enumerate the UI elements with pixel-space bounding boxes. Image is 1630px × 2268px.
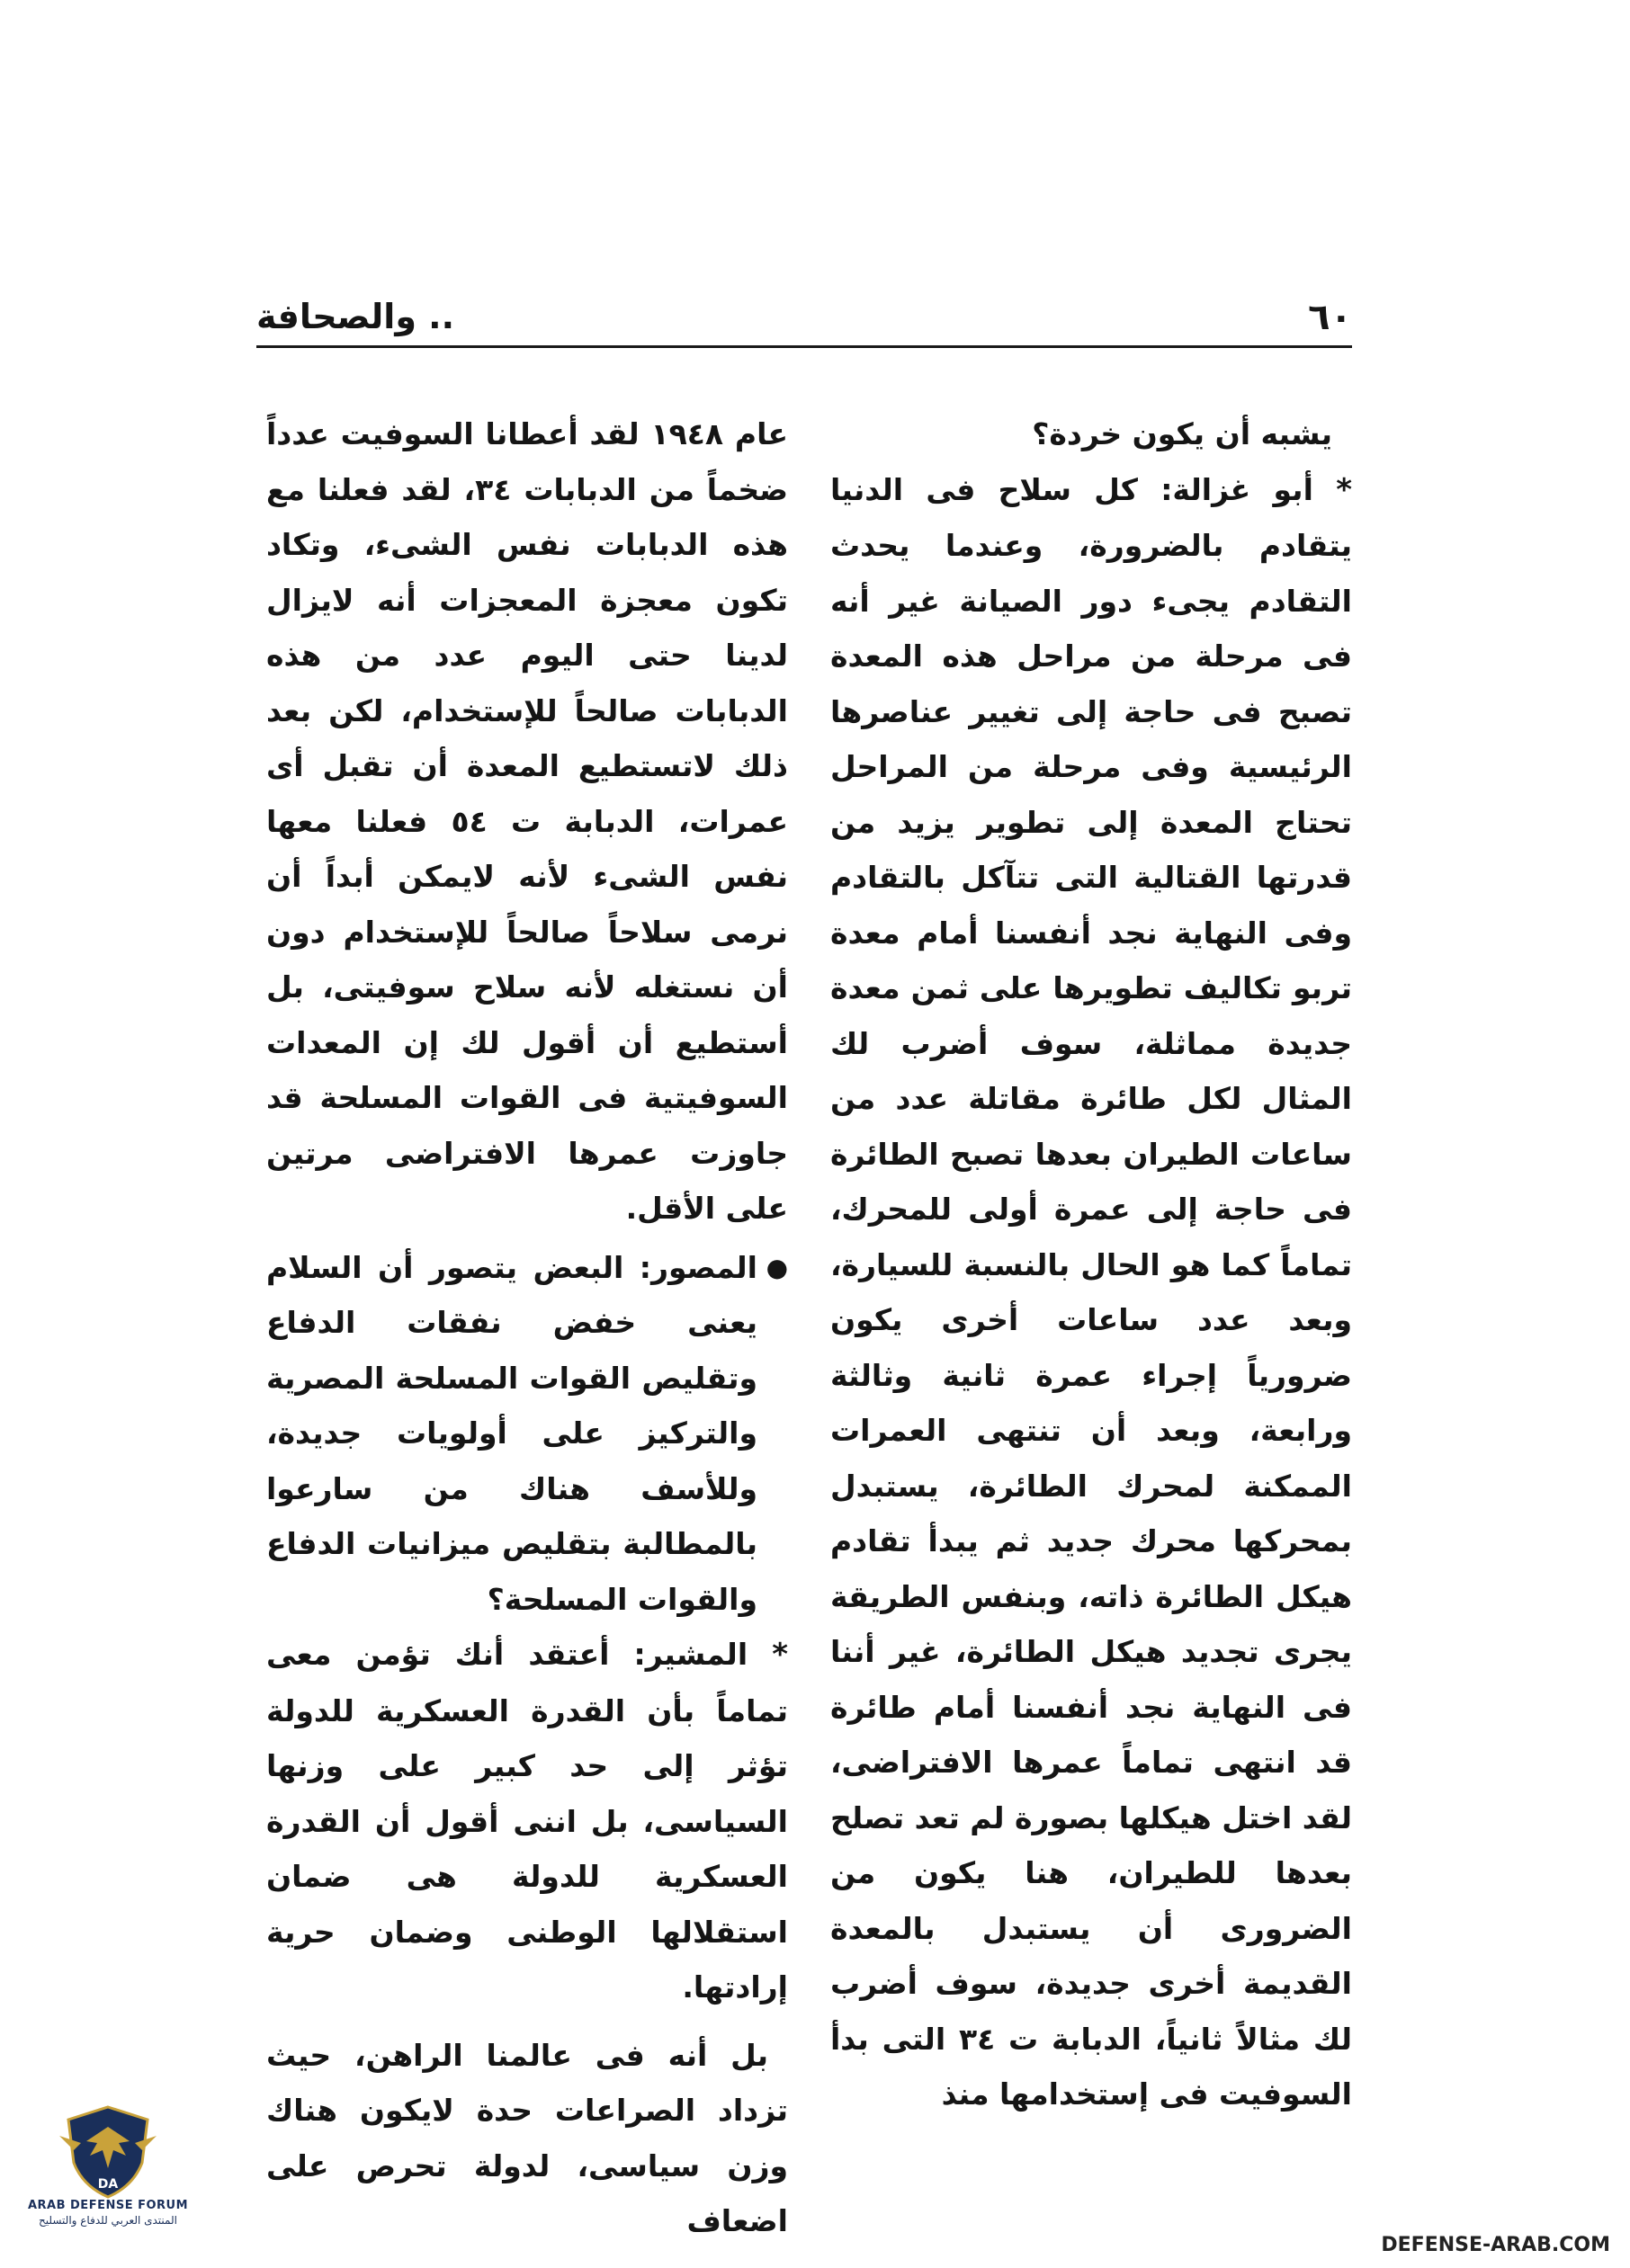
paragraph-text: أبو غزالة: كل سلاح فى الدنيا يتقادم بالضرورة، وعندما يحدث التقادم يجىء دور الصيانة غير أنه فى مرحلة من مراحل هذه المعدة تصبح فى حاجة إلى تغيير عناصرها الرئيسية وفى مرحلة من المراحل تحتاج المعدة إلى تطوير يزيد من قدرتها القتالية التى تتآكل بالتقادم وفى النهاية نجد أنفسنا أمام معدة تربو تكاليف تطويرها على ثمن معدة جديدة مماثلة، سوف أضرب لك المثال لكل طائرة مقاتلة عدد من ساعات الطيران بعدها تصبح الطائرة فى حاجة إلى عمرة أولى للمحرك، تماماً كما هو الحال بالنسبة للسيارة، وبعد عدد ساعات أخرى يكون ضرورياً إجراء عمرة ثانية وثالثة ورابعة، وبعد أن تنتهى العمرات الممكنة لمحرك الطائرة، يستبدل بمحركها محرك جديد ثم يبدأ تقادم هيكل الطائرة ذاته، وبنفس الطريقة يجرى تجديد هيكل الطائرة، غير أننا فى النهاية نجد أنفسنا أمام طائرة قد انتهى تماماً عمرها الافتراضى، لقد اختل هيكلها بصورة لم تعد تصلح بعدها للطيران، هنا يكون من الضرورى أن يستبدل بالمعدة القديمة أخرى جديدة، سوف أضرب لك مثالاً ثانياً، الدبابة ت ٣٤ التى بدأ السوفيت فى إستخدامها منذ: [830, 471, 1352, 2112]
paragraph: [830, 462, 1352, 2122]
right-column: [830, 406, 1352, 2122]
page-number: ٦٠: [1308, 297, 1352, 338]
star-marker: *: [772, 1637, 788, 1673]
shield-eagle-icon: [54, 2100, 162, 2201]
forum-logo: [27, 2100, 189, 2262]
page-header: [256, 286, 1352, 349]
bullet-marker: ●: [766, 1252, 788, 1282]
paragraph-text: المصور: البعض يتصور أن السلام يعنى خفض نفقات الدفاع وتقليص القوات المسلحة المصرية والتركيز على أولويات جديدة، وللأسف هناك من سارعوا بالمطالبة بتقليص ميزانيات الدفاع والقوات المسلحة؟: [266, 1249, 757, 1617]
paragraph-text: المشير: أعتقد أنك تؤمن معى تماماً بأن القدرة العسكرية للدولة تؤثر إلى حد كبير على وزنها السياسى، بل اننى أقول أن القدرة العسكرية للدولة هى ضمان استقلالها الوطنى وضمان حرية إرادتها.: [266, 1637, 788, 2005]
paragraph: [266, 1627, 788, 2015]
logo-subtitle: المنتدى العربي للدفاع والتسليح: [39, 2214, 177, 2227]
header-rule: [256, 345, 1352, 348]
logo-name: ARAB DEFENSE FORUM: [27, 2199, 189, 2212]
bullet-paragraph: [266, 1240, 788, 1628]
svg-text:DA: DA: [97, 2177, 119, 2192]
paragraph: يشبه أن يكون خردة؟: [1032, 416, 1332, 451]
running-title: .. والصحافة: [256, 297, 455, 336]
star-marker: *: [1336, 471, 1352, 508]
left-column: [266, 406, 788, 2249]
paragraph: عام ١٩٤٨ لقد أعطانا السوفيت عدداً ضخماً من الدبابات ٣٤، لقد فعلنا مع هذه الدبابات نفس الشىء، وتكاد تكون معجزة المعجزات أنه لايزال لدينا حتى اليوم عدد من هذه الدبابات صالحاً للإستخدام، لكن بعد ذلك لاتستطيع المعدة أن تقبل أى عمرات، الدبابة ت ٥٤ فعلنا معها نفس الشىء لأنه لايمكن أبداً أن نرمى سلاحاً صالحاً للإستخدام دون أن نستغله لأنه سلاح سوفيتى، بل أستطيع أن أقول لك إن المعدات السوفيتية فى القوات المسلحة قد جاوزت عمرها الافتراضى مرتين على الأقل.: [266, 416, 788, 1226]
site-watermark: DEFENSE-ARAB.COM: [1381, 2234, 1610, 2256]
paragraph: بل أنه فى عالمنا الراهن، حيث تزداد الصراعات حدة لايكون هناك وزن سياسى، لدولة تحرص على اضعاف: [266, 2037, 788, 2238]
